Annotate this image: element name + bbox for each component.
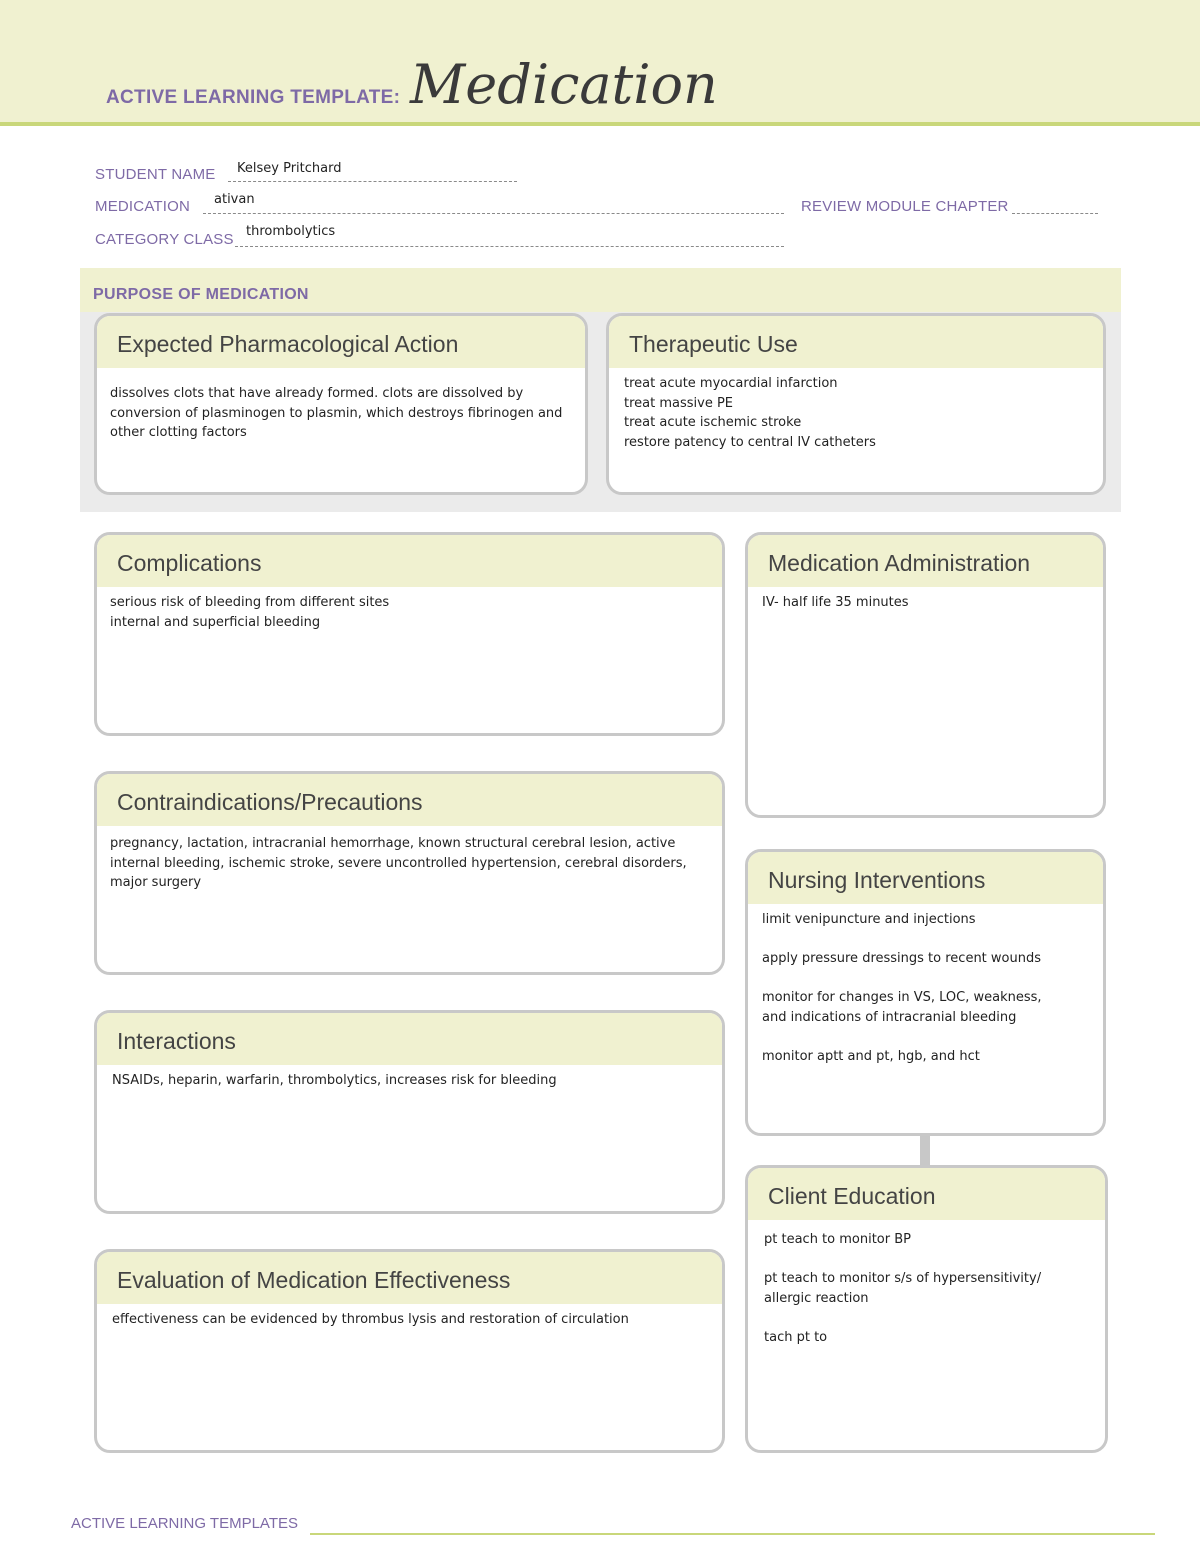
evaluation-card [94, 1249, 725, 1453]
medication-label: MEDICATION [95, 198, 191, 215]
interactions-title: Interactions [97, 1013, 722, 1065]
text-line: restore patency to central IV catheters [624, 434, 876, 450]
text-line: serious risk of bleeding from different sites [110, 595, 390, 610]
text-line: internal and superficial bleeding [110, 614, 321, 630]
card-connector [920, 1134, 930, 1166]
text-line: major surgery [110, 875, 202, 890]
text-line: IV- half life 35 minutes [762, 595, 909, 610]
medication-administration-title: Medication Administration [748, 535, 1103, 587]
category-class-value: thrombolytics [246, 224, 336, 239]
text-line: apply pressure dressings to recent wounds [762, 951, 1041, 966]
text-line: internal bleeding, ischemic stroke, severe uncontrolled hypertension, cerebral disorders, [110, 855, 687, 871]
footer-divider [310, 1533, 1155, 1535]
text-line: pt teach to monitor BP [764, 1232, 911, 1247]
client-education-card [745, 1165, 1108, 1453]
interactions-body[interactable] [97, 1065, 722, 1091]
text-line: treat acute ischemic stroke [624, 415, 802, 430]
therapeutic-use-title: Therapeutic Use [609, 316, 1103, 368]
review-module-label: REVIEW MODULE CHAPTER [801, 198, 1009, 215]
medication-value: ativan [214, 192, 255, 207]
text-line: dissolves clots that have already formed. clots are dissolved by [110, 386, 524, 401]
text-line: pt teach to monitor s/s of hypersensitivity/ [764, 1271, 1042, 1286]
expected-action-body[interactable] [97, 368, 585, 443]
purpose-label: PURPOSE OF MEDICATION [93, 286, 309, 303]
medication-field[interactable] [203, 200, 784, 214]
therapeutic-use-body[interactable] [609, 368, 1103, 452]
text-line: NSAIDs, heparin, warfarin, thrombolytics, increases risk for bleeding [112, 1073, 557, 1088]
medication-administration-body[interactable] [748, 587, 1103, 613]
text-line: treat acute myocardial infarction [624, 376, 838, 391]
contraindications-card [94, 771, 725, 975]
evaluation-body[interactable] [97, 1304, 722, 1330]
template-label: ACTIVE LEARNING TEMPLATE: [106, 87, 401, 108]
expected-action-title: Expected Pharmacological Action [97, 316, 585, 368]
complications-body[interactable] [97, 587, 722, 632]
therapeutic-use-card [606, 313, 1106, 495]
text-line: other clotting factors [110, 425, 247, 440]
medication-administration-card [745, 532, 1106, 818]
nursing-interventions-card [745, 849, 1106, 1136]
interactions-card [94, 1010, 725, 1214]
text-line: monitor aptt and pt, hgb, and hct [762, 1048, 980, 1064]
text-line: treat massive PE [624, 395, 734, 411]
student-name-label: STUDENT NAME [95, 166, 216, 183]
client-education-title: Client Education [748, 1168, 1105, 1220]
client-education-body[interactable] [748, 1220, 1105, 1347]
complications-title: Complications [97, 535, 722, 587]
text-line: conversion of plasminogen to plasmin, which destroys fibrinogen and [110, 405, 563, 421]
nursing-interventions-title: Nursing Interventions [748, 852, 1103, 904]
text-line: and indications of intracranial bleeding [762, 1009, 1017, 1025]
text-line: monitor for changes in VS, LOC, weakness, [762, 990, 1042, 1005]
footer-label: ACTIVE LEARNING TEMPLATES [71, 1515, 298, 1532]
complications-card [94, 532, 725, 736]
contraindications-title: Contraindications/Precautions [97, 774, 722, 826]
text-line: effectiveness can be evidenced by thrombus lysis and restoration of circulation [112, 1312, 629, 1327]
student-name-value: Kelsey Pritchard [237, 161, 342, 176]
evaluation-title: Evaluation of Medication Effectiveness [97, 1252, 722, 1304]
text-line: limit venipuncture and injections [762, 912, 976, 927]
text-line: tach pt to [764, 1329, 828, 1345]
category-class-label: CATEGORY CLASS [95, 231, 234, 248]
review-module-field[interactable] [1012, 200, 1098, 214]
nursing-interventions-body[interactable] [748, 904, 1103, 1066]
contraindications-body[interactable] [97, 826, 722, 893]
text-line: pregnancy, lactation, intracranial hemorrhage, known structural cerebral lesion, active [110, 836, 676, 851]
page-title: Medication [410, 53, 718, 116]
expected-action-card [94, 313, 588, 495]
text-line: allergic reaction [764, 1290, 869, 1306]
header-divider [0, 122, 1200, 126]
